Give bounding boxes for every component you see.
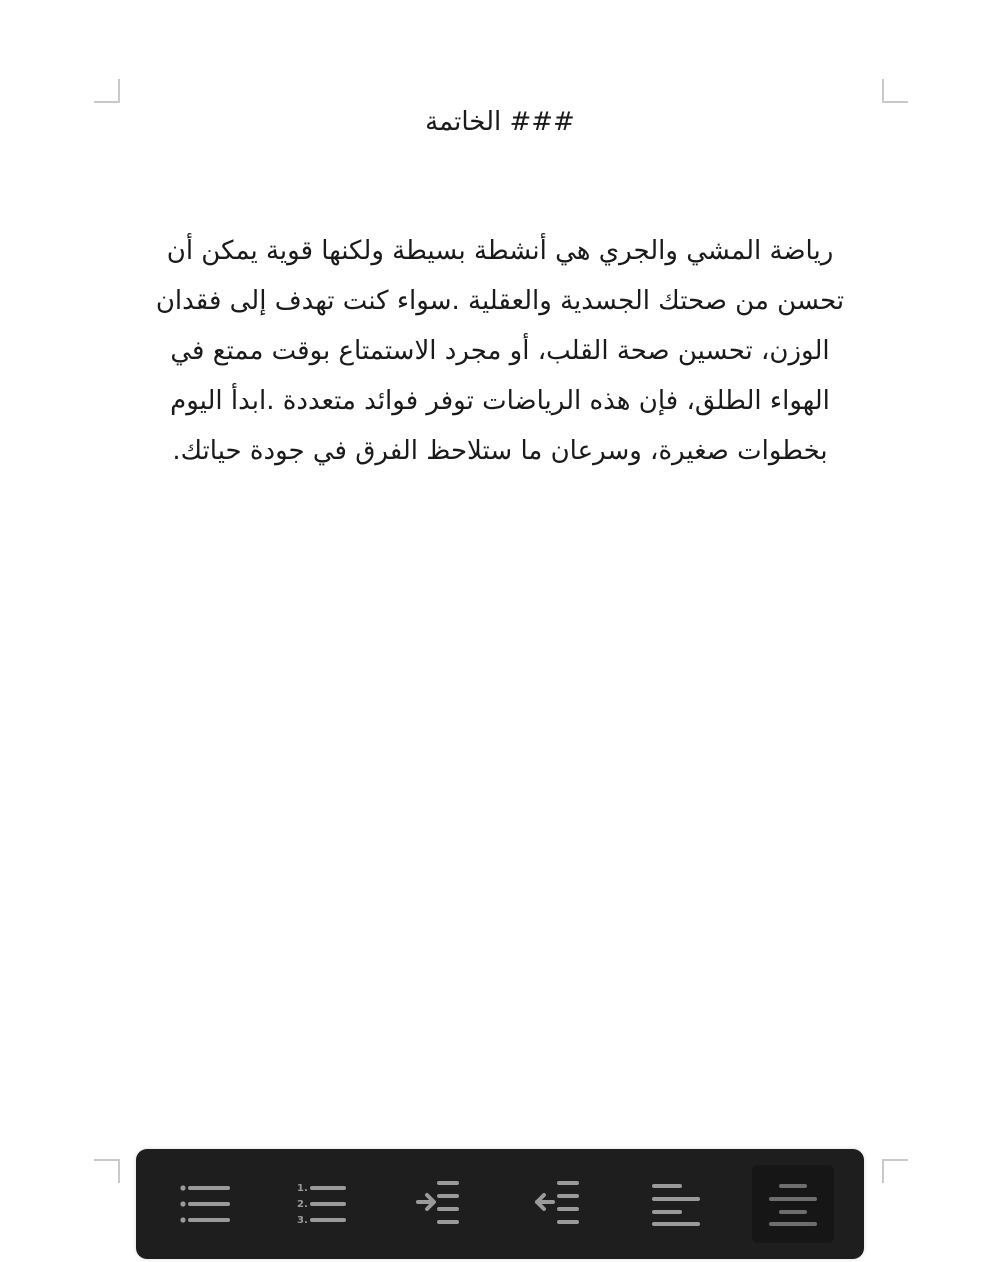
document-paragraph[interactable] <box>120 226 880 476</box>
align-left-button[interactable] <box>635 1165 717 1243</box>
paragraph-line: رياضة المشي والجري هي أنشطة بسيطة ولكنها قوية يمكن أن <box>166 236 834 266</box>
align-center-button[interactable] <box>752 1165 834 1243</box>
decrease-indent-button[interactable] <box>518 1165 600 1243</box>
increase-indent-button[interactable] <box>400 1165 482 1243</box>
bulleted-list-icon <box>179 1181 235 1227</box>
document-heading[interactable]: ### الخاتمة <box>425 107 575 137</box>
indent-increase-icon <box>413 1179 469 1229</box>
numbered-list-button[interactable] <box>283 1165 365 1243</box>
numbered-list-number: 3. <box>296 1215 308 1226</box>
formatting-toolbar <box>136 1149 864 1259</box>
paragraph-line: الوزن، تحسين صحة القلب، أو مجرد الاستمتاع بوقت ممتع في <box>170 336 830 366</box>
numbered-list-number: 1. <box>296 1183 308 1194</box>
bulleted-list-button[interactable] <box>166 1165 248 1243</box>
page-corner-mark-top-right <box>882 79 908 103</box>
indent-decrease-icon <box>531 1179 587 1229</box>
numbered-list-icon <box>296 1181 352 1227</box>
page-corner-mark-bottom-left <box>94 1159 120 1183</box>
paragraph-line: بخطوات صغيرة، وسرعان ما ستلاحظ الفرق في جودة حياتك. <box>172 436 828 466</box>
align-left-icon <box>648 1181 704 1227</box>
page-corner-mark-bottom-right <box>882 1159 908 1183</box>
numbered-list-number: 2. <box>296 1199 308 1210</box>
paragraph-line: الهواء الطلق، فإن هذه الرياضات توفر فوائد متعددة .ابدأ اليوم <box>170 386 830 416</box>
paragraph-line: تحسن من صحتك الجسدية والعقلية .سواء كنت تهدف إلى فقدان <box>155 286 845 316</box>
align-center-icon <box>765 1181 821 1227</box>
page-corner-mark-top-left <box>94 79 120 103</box>
